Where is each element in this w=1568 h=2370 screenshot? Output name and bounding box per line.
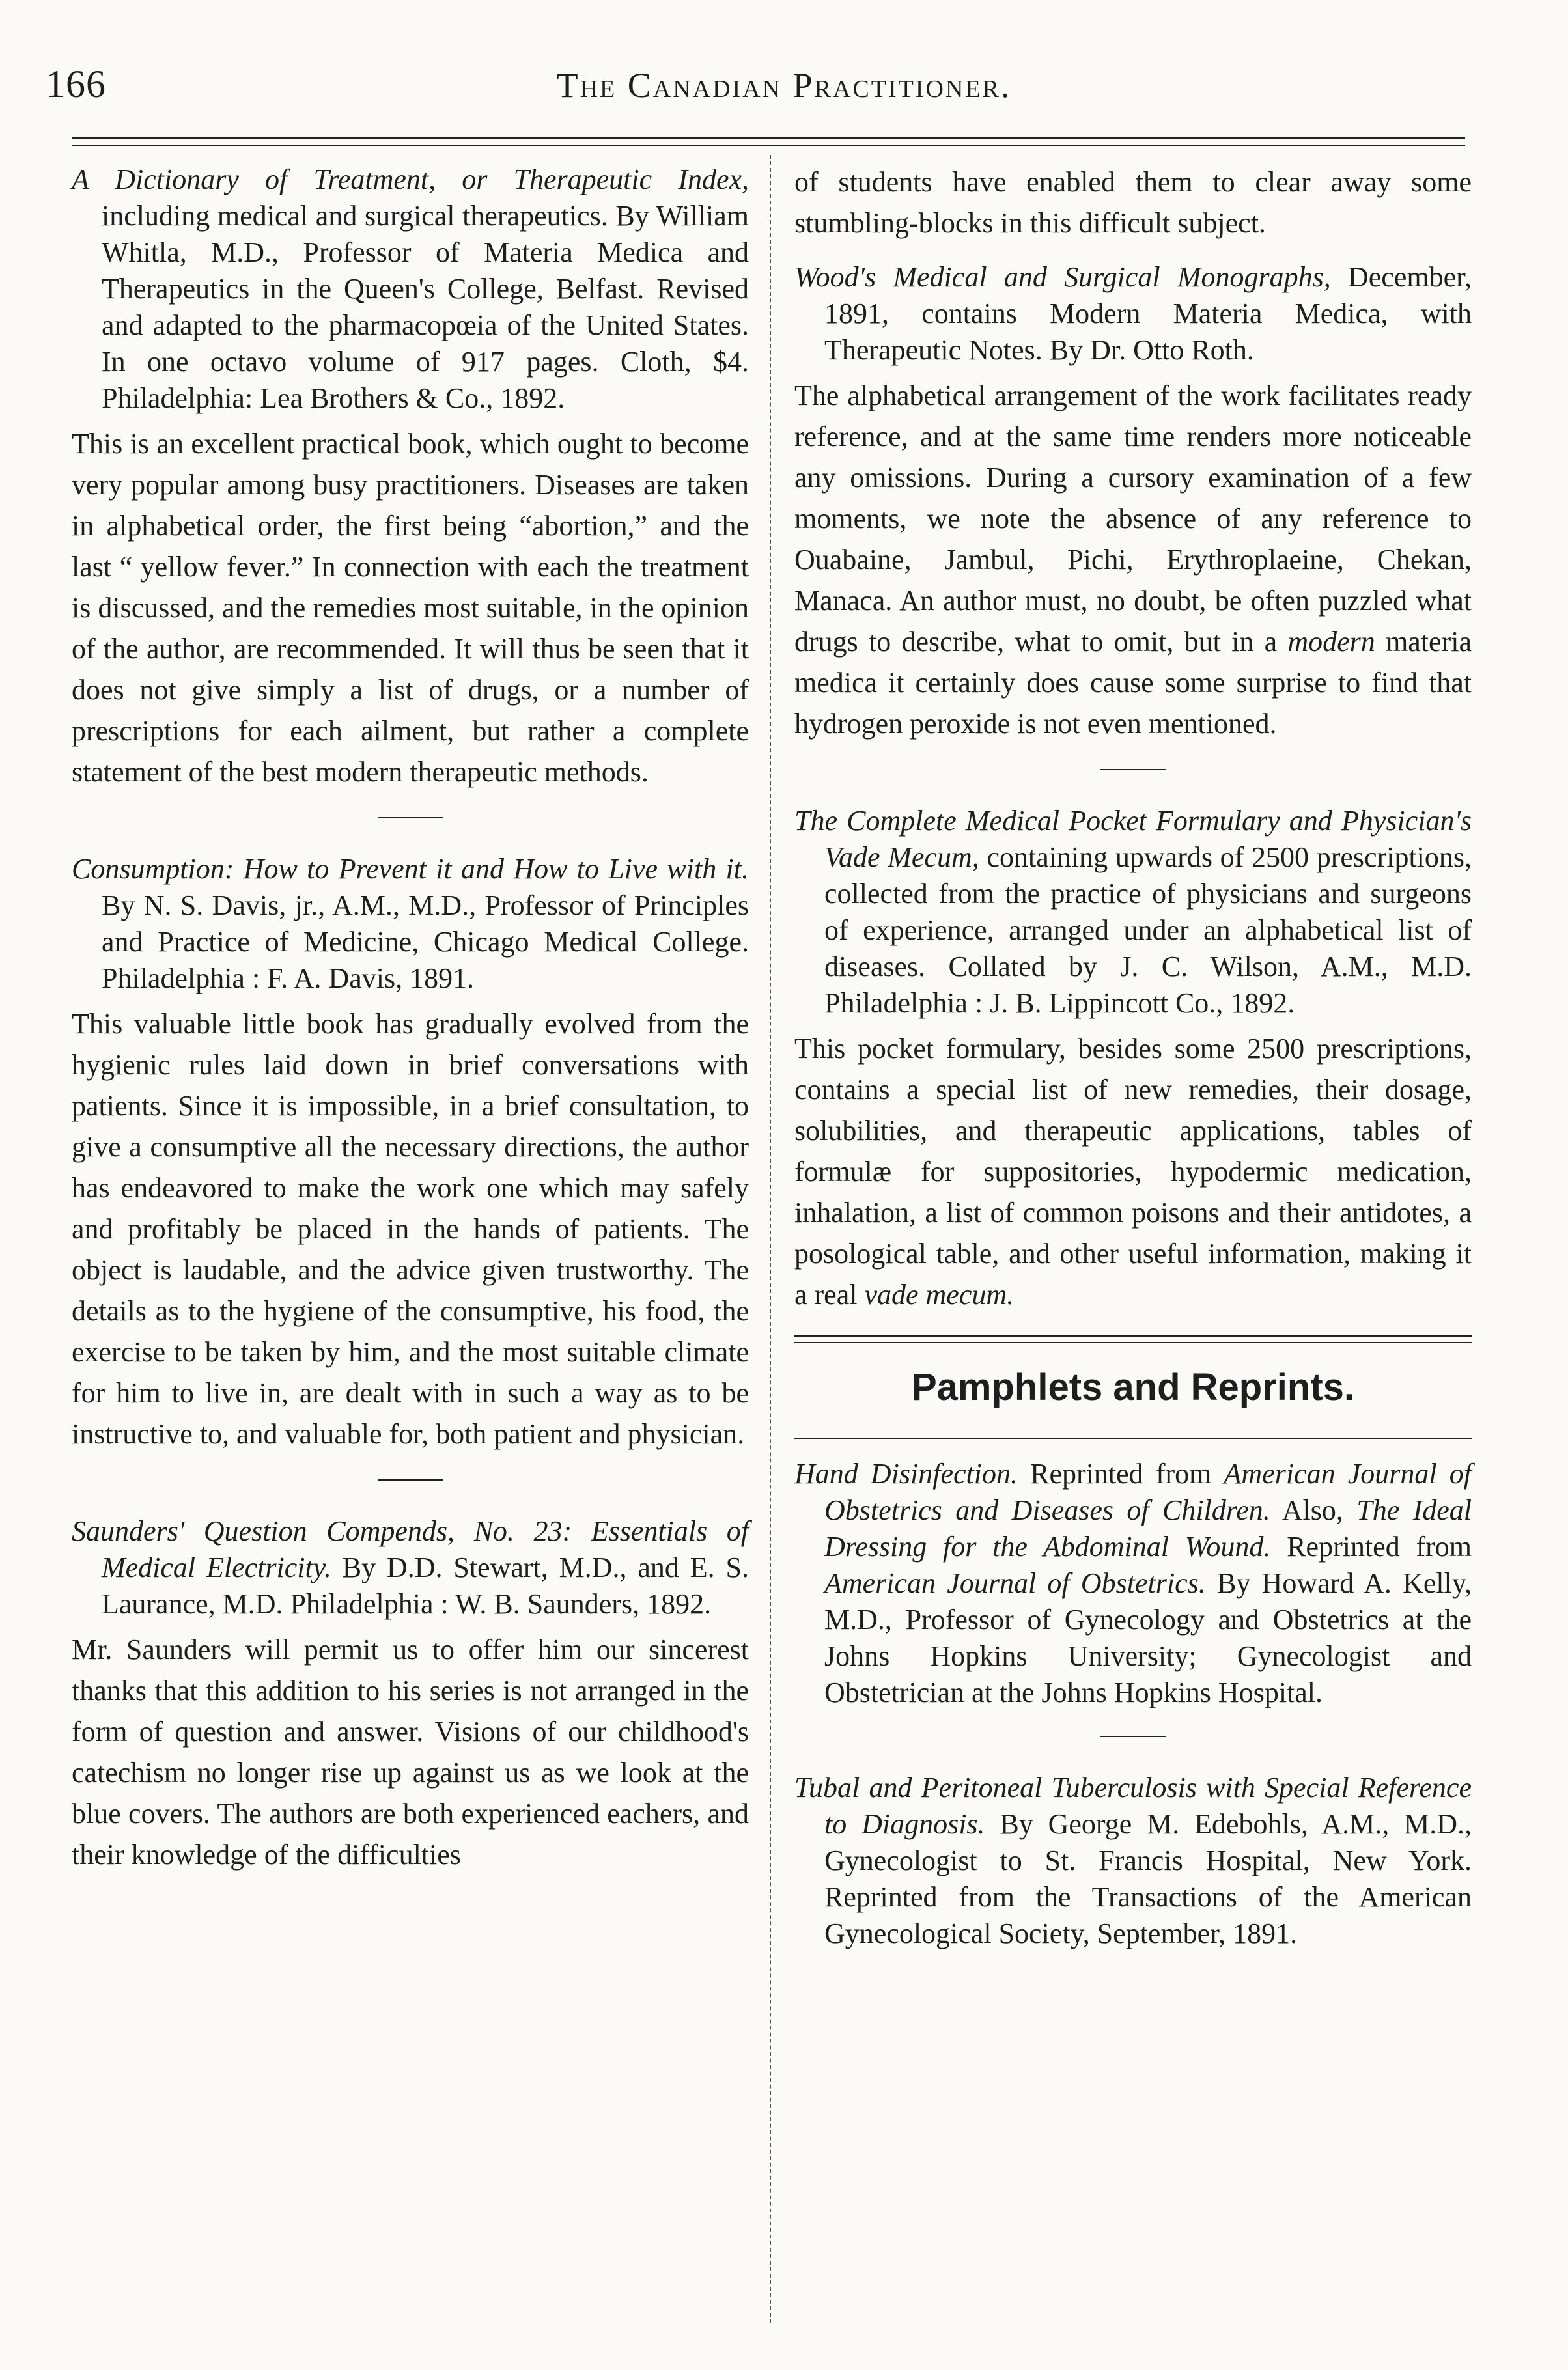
section-rule-thin	[794, 1342, 1472, 1343]
citation-text: December, 1891, contains Modern Materia Medica, with Therapeutic Notes. By Dr. Otto Roth.	[824, 261, 1472, 366]
separator-rule	[378, 817, 443, 818]
pamphlet-citation	[794, 1456, 1472, 1711]
review-body	[794, 375, 1472, 744]
body-text-part: materia medica it certainly does cause some surprise to find that hydrogen peroxide is not even mentioned.	[794, 626, 1472, 740]
citation-text: Also,	[1281, 1494, 1343, 1526]
journal-title: American Journal of Obstetrics and Diseases of Children.	[824, 1458, 1472, 1526]
section-title: Pamphlets and Reprints.	[911, 1366, 1355, 1408]
citation-text: containing upwards of 2500 prescriptions, collected from the practice of physicians and surgeons of experience, arranged under an alphabetical list of diseases. Collated by J. C. Wilson, A.M., M.D. Philadelphia : J. B. Lippincott Co., 1892.	[824, 841, 1472, 1019]
review-citation	[794, 259, 1472, 369]
review-citation	[72, 851, 749, 997]
page-number: 166	[46, 63, 106, 105]
column-divider	[770, 155, 771, 2323]
review-citation	[72, 161, 749, 417]
journal-title: American Journal of Obstetrics.	[824, 1567, 1206, 1599]
citation-text: Reprinted from	[1030, 1458, 1212, 1490]
citation-text: By N. S. Davis, jr., A.M., M.D., Professor of Principles and Practice of Medicine, Chicago Medical College. Philadelphia : F. A. Davis, 1891.	[102, 889, 749, 994]
review-body: This is an excellent practical book, which ought to become very popular among busy practitioners. Diseases are taken in alphabetical order, the first being “abortion,” and the last “ yellow fever.” In connection with each the treatment is discussed, and the remedies most suitable, in the opinion of the author, are recommended. It will thus be seen that it does not give simply a list of drugs, or a number of prescriptions for each ailment, but rather a complete statement of the best modern therapeutic methods.	[72, 428, 749, 788]
header-rule	[72, 137, 1465, 139]
continued-text: of students have enabled them to clear away some stumbling-blocks in this difficult subject.	[794, 166, 1472, 239]
header-rule-thin	[72, 145, 1465, 146]
review-citation	[794, 803, 1472, 1022]
citation-text: including medical and surgical therapeutics. By William Whitla, M.D., Professor of Materia Medica and Therapeutics in the Queen's College, Belfast. Revised and adapted to the pharmacopœia of the United States. In one octavo volume of 917 pages. Cloth, $4. Philadelphia: Lea Brothers & Co., 1892.	[102, 200, 749, 414]
citation-text: Reprinted from	[1287, 1531, 1472, 1563]
book-title: Wood's Medical and Surgical Monographs,	[794, 261, 1331, 293]
book-title: Consumption: How to Prevent it and How to Live with it.	[72, 853, 749, 885]
section-rule-below	[794, 1438, 1472, 1439]
citation-text: By George M. Edebohls, A.M., M.D., Gynecologist to St. Francis Hospital, New York. Reprinted from the Transactions of the American Gynecological Society, September, 1891.	[824, 1808, 1472, 1949]
pamphlet-title: The Ideal Dressing for the Abdominal Wound.	[824, 1494, 1472, 1563]
citation-text: By Howard A. Kelly, M.D., Professor of Gynecology and Obstetrics at the Johns Hopkins University; Gynecologist and Obstetrician at the Johns Hopkins Hospital.	[824, 1567, 1472, 1708]
review-body: This valuable little book has gradually evolved from the hygienic rules laid down in brief conversations with patients. Since it is impossible, in a brief consultation, to give a consumptive all the necessary directions, the author has endeavored to make the work one which may safely and profitably be placed in the hands of patients. The object is laudable, and the advice given trustworthy. The details as to the hygiene of the consumptive, his food, the exercise to be taken by him, and the most suitable climate for him to live in, are dealt with in such a way as to be instructive to, and valuable for, both patient and physician.	[72, 1008, 749, 1450]
review-citation	[72, 1513, 749, 1623]
separator-rule	[378, 1479, 443, 1481]
pamphlet-title: Tubal and Peritoneal Tuberculosis with Special Reference to Diagnosis.	[794, 1772, 1472, 1840]
pamphlet-title: Hand Disinfection.	[794, 1458, 1018, 1490]
book-title: The Complete Medical Pocket Formulary and Physician's Vade Mecum,	[794, 805, 1472, 873]
book-title: Saunders' Question Compends, No. 23: Essentials of Medical Electricity.	[72, 1515, 749, 1583]
right-column	[794, 161, 1472, 1959]
body-text-part: This pocket formulary, besides some 2500 prescriptions, contains a special list of new remedies, their dosage, solubilities, and therapeutic applications, tables of formulæ for suppositories, hypodermic medication, inhalation, a list of common poisons and their antidotes, a posological table, and other useful information, making it a real	[794, 1033, 1472, 1311]
review-body: Mr. Saunders will permit us to offer him our sincerest thanks that this addition to his series is not arranged in the form of question and answer. Visions of our childhood's catechism no longer rise up against us as we look at the blue covers. The authors are both experienced eachers, and their knowledge of the difficulties	[72, 1634, 749, 1871]
separator-rule	[1100, 1736, 1166, 1737]
emphasis-text: modern	[1287, 626, 1375, 658]
body-text-part: The alphabetical arrangement of the work facilitates ready reference, and at the same time renders more noticeable any omissions. During a cursory examination of a few moments, we note the absence of any reference to Ouabaine, Jambul, Pichi, Erythroplaeine, Chekan, Manaca. An author must, no doubt, be often puzzled what drugs to describe, what to omit, but in a	[794, 380, 1472, 658]
separator-rule	[1100, 769, 1166, 770]
emphasis-text: vade mecum.	[864, 1279, 1015, 1311]
pamphlet-citation	[794, 1770, 1472, 1952]
section-rule	[794, 1335, 1472, 1337]
citation-text: By D.D. Stewart, M.D., and E. S. Laurance, M.D. Philadelphia : W. B. Saunders, 1892.	[102, 1552, 749, 1620]
left-column	[72, 161, 749, 1875]
running-title: The Canadian Practitioner.	[556, 66, 1012, 105]
review-body	[794, 1028, 1472, 1315]
book-title: A Dictionary of Treatment, or Therapeutic Index,	[72, 163, 749, 195]
